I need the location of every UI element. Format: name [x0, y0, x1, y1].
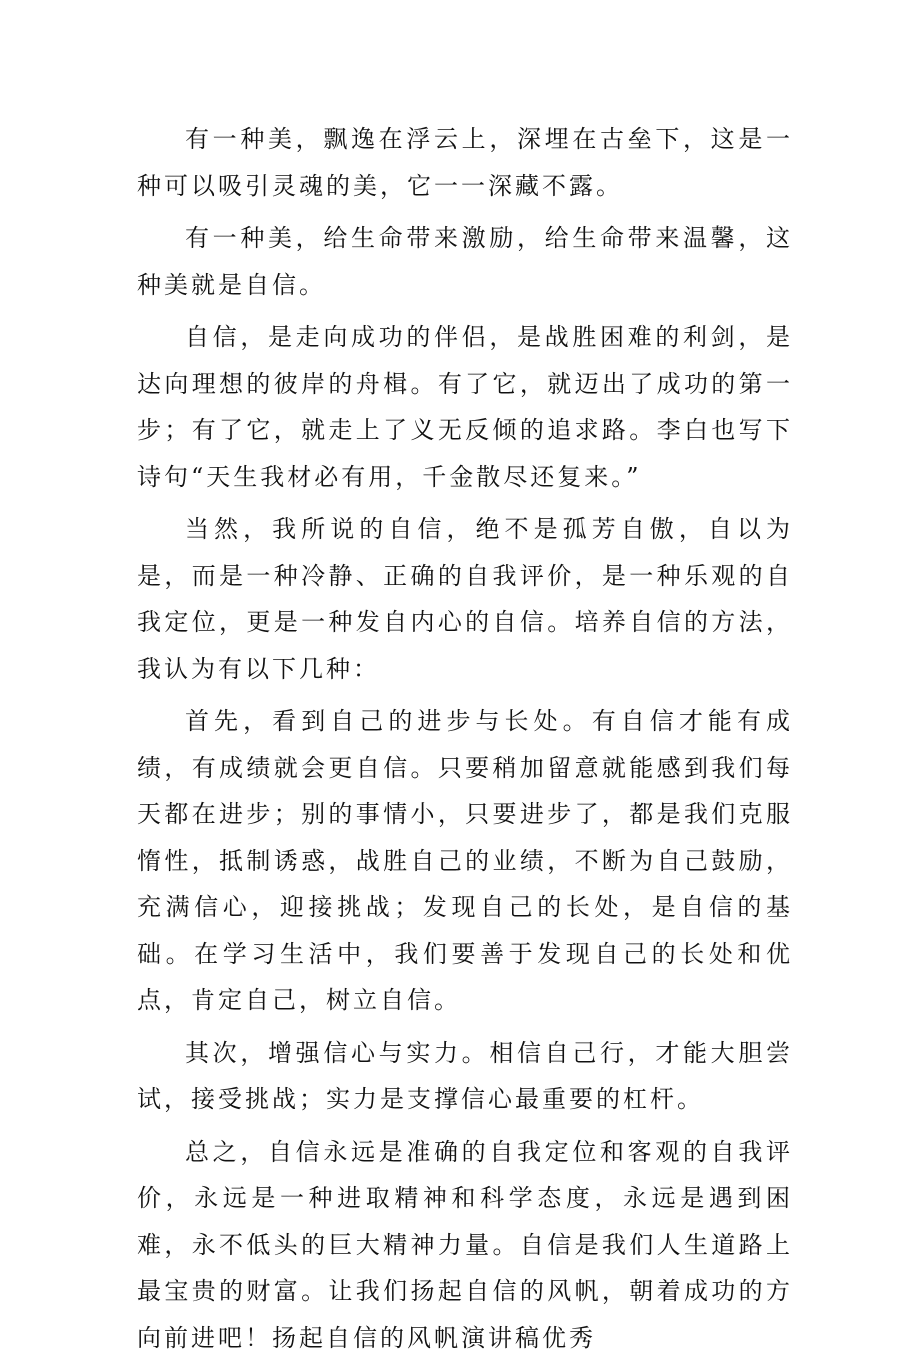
- paragraph-7: 总之，自信永远是准确的自我定位和客观的自我评价，永远是一种进取精神和科学态度，永远是遇到困难，永不低头的巨大精神力量。自信是我们人生道路上最宝贵的财富。让我们扬起自信的风帆，朝着成功的方向前进吧！扬起自信的风帆演讲稿优秀: [137, 1137, 793, 1352]
- paragraph-6: 其次，增强信心与实力。相信自己行，才能大胆尝试，接受挑战；实力是支撑信心最重要的杠杆。: [137, 1038, 793, 1113]
- paragraph-5: 首先，看到自己的进步与长处。有自信才能有成绩，有成绩就会更自信。只要稍加留意就能感到我们每天都在进步；别的事情小，只要进步了，都是我们克服惰性，抵制诱惑，战胜自己的业绩，不断为自己鼓励，充满信心，迎接挑战；发现自己的长处，是自信的基础。在学习生活中，我们要善于发现自己的长处和优点，肯定自己，树立自信。: [137, 707, 793, 1014]
- paragraph-3: 自信，是走向成功的伴侣，是战胜困难的利剑，是达向理想的彼岸的舟楫。有了它，就迈出了成功的第一步；有了它，就走上了义无反倾的追求路。李白也写下诗句“天生我材必有用，千金散尽还复来。”: [137, 323, 793, 491]
- document-body: [137, 116, 793, 1367]
- paragraph-1: 有一种美，飘逸在浮云上，深埋在古垒下，这是一种可以吸引灵魂的美，它一一深藏不露。: [137, 125, 793, 200]
- paragraph-4: 当然，我所说的自信，绝不是孤芳自傲，自以为是，而是一种冷静、正确的自我评价，是一种乐观的自我定位，更是一种发自内心的自信。培养自信的方法，我认为有以下几种：: [137, 515, 793, 683]
- paragraph-2: 有一种美，给生命带来激励，给生命带来温馨，这种美就是自信。: [137, 224, 793, 299]
